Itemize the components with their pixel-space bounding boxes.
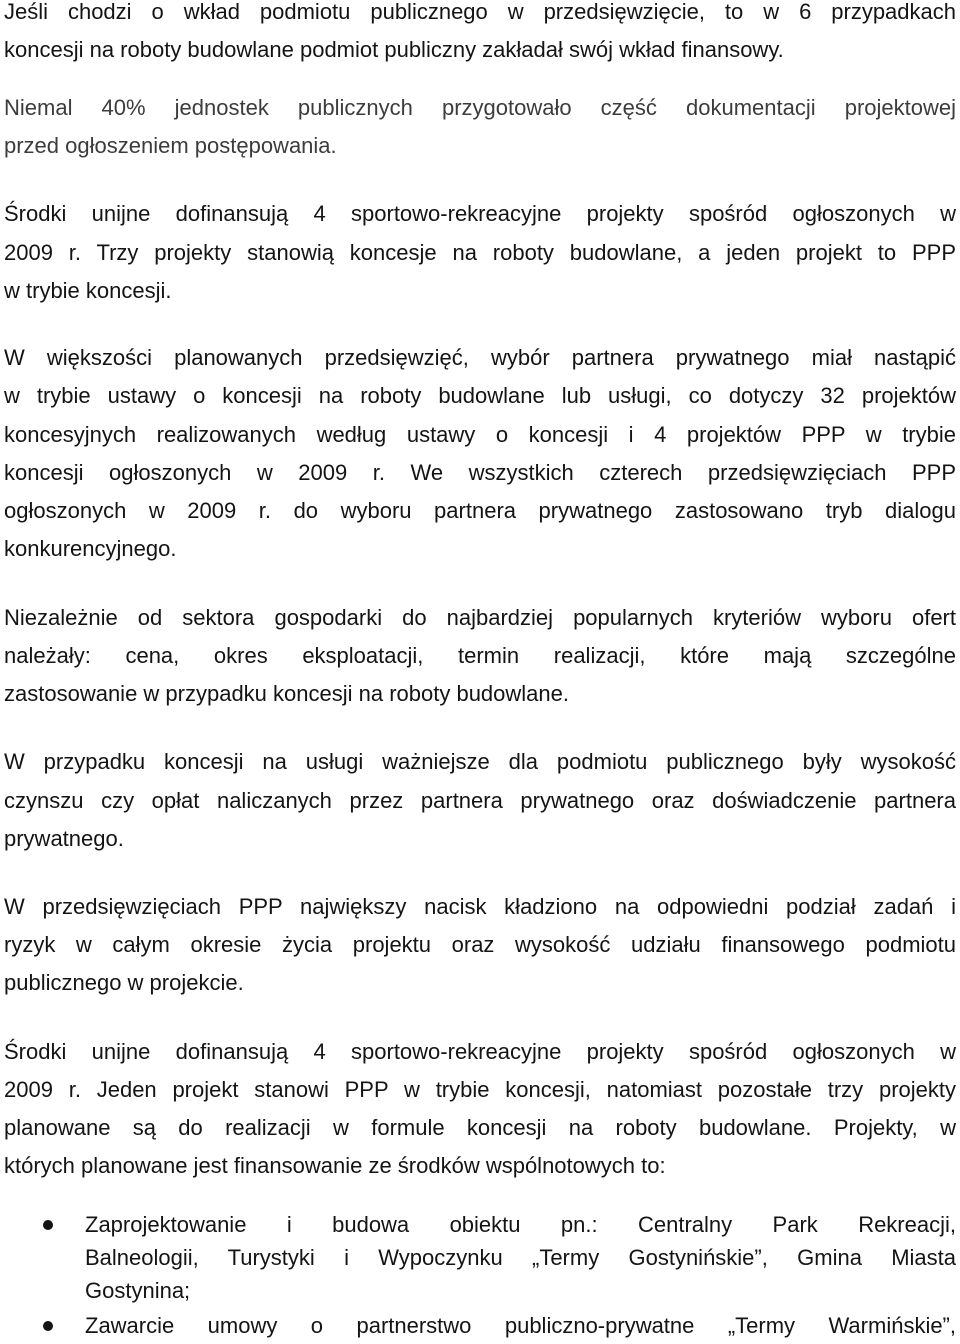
paragraph-line: w trybie koncesji.	[4, 278, 172, 303]
paragraph-line: Niemal 40% jednostek publicznych przygotowało część dokumentacji projektowej	[4, 95, 956, 120]
paragraph-line: Środki unijne dofinansują 4 sportowo-rekreacyjne projekty spośród ogłoszonych w	[4, 1039, 956, 1064]
paragraph-line: przed ogłoszeniem postępowania.	[4, 133, 337, 158]
paragraph-line: planowane są do realizacji w formule koncesji na roboty budowlane. Projekty, w	[4, 1115, 956, 1140]
paragraph-line: W przedsięwzięciach PPP największy nacisk kładziono na odpowiedni podział zadań i	[4, 894, 956, 919]
paragraph-line: publicznego w projekcie.	[4, 970, 244, 995]
bullet-icon	[43, 1321, 53, 1331]
list-item-line: Zaprojektowanie i budowa obiektu pn.: Centralny Park Rekreacji,	[85, 1212, 956, 1237]
paragraph-line: koncesji ogłoszonych w 2009 r. We wszystkich czterech przedsięwzięciach PPP	[4, 460, 956, 485]
paragraph-line: ryzyk w całym okresie życia projektu oraz wysokość udziału finansowego podmiotu	[4, 932, 956, 957]
paragraph-line: których planowane jest finansowanie ze środków wspólnotowych to:	[4, 1153, 666, 1178]
list-item-line: Zawarcie umowy o partnerstwo publiczno-prywatne „Termy Warmińskie”,	[85, 1313, 956, 1338]
paragraph-line: Środki unijne dofinansują 4 sportowo-rekreacyjne projekty spośród ogłoszonych w	[4, 201, 956, 226]
paragraph-line: 2009 r. Trzy projekty stanowią koncesje na roboty budowlane, a jeden projekt to PPP	[4, 240, 956, 265]
paragraph-line: w trybie ustawy o koncesji na roboty budowlane lub usługi, co dotyczy 32 projektów	[4, 383, 956, 408]
paragraph-line: prywatnego.	[4, 826, 124, 851]
list-item-line: Balneologii, Turystyki i Wypoczynku „Termy Gostynińskie”, Gmina Miasta	[85, 1245, 956, 1270]
paragraph-line: W większości planowanych przedsięwzięć, wybór partnera prywatnego miał nastąpić	[4, 345, 956, 370]
paragraph-line: W przypadku koncesji na usługi ważniejsze dla podmiotu publicznego były wysokość	[4, 749, 956, 774]
paragraph-line: Jeśli chodzi o wkład podmiotu publicznego w przedsięwzięcie, to w 6 przypadkach	[4, 0, 956, 24]
paragraph-line: Niezależnie od sektora gospodarki do najbardziej popularnych kryteriów wyboru ofert	[4, 605, 956, 630]
paragraph-line: czynszu czy opłat naliczanych przez partnera prywatnego oraz doświadczenie partnera	[4, 788, 956, 813]
paragraph-line: koncesji na roboty budowlane podmiot publiczny zakładał swój wkład finansowy.	[4, 37, 784, 62]
paragraph-line: koncesyjnych realizowanych według ustawy o koncesji i 4 projektów PPP w trybie	[4, 422, 956, 447]
paragraph-line: należały: cena, okres eksploatacji, termin realizacji, które mają szczególne	[4, 643, 956, 668]
paragraph-line: zastosowanie w przypadku koncesji na roboty budowlane.	[4, 681, 569, 706]
paragraph-line: ogłoszonych w 2009 r. do wyboru partnera prywatnego zastosowano tryb dialogu	[4, 498, 956, 523]
list-item-line: Gostynina;	[85, 1278, 191, 1303]
paragraph-line: konkurencyjnego.	[4, 536, 177, 561]
paragraph-line: 2009 r. Jeden projekt stanowi PPP w trybie koncesji, natomiast pozostałe trzy projekty	[4, 1077, 956, 1102]
bullet-icon	[43, 1220, 53, 1230]
